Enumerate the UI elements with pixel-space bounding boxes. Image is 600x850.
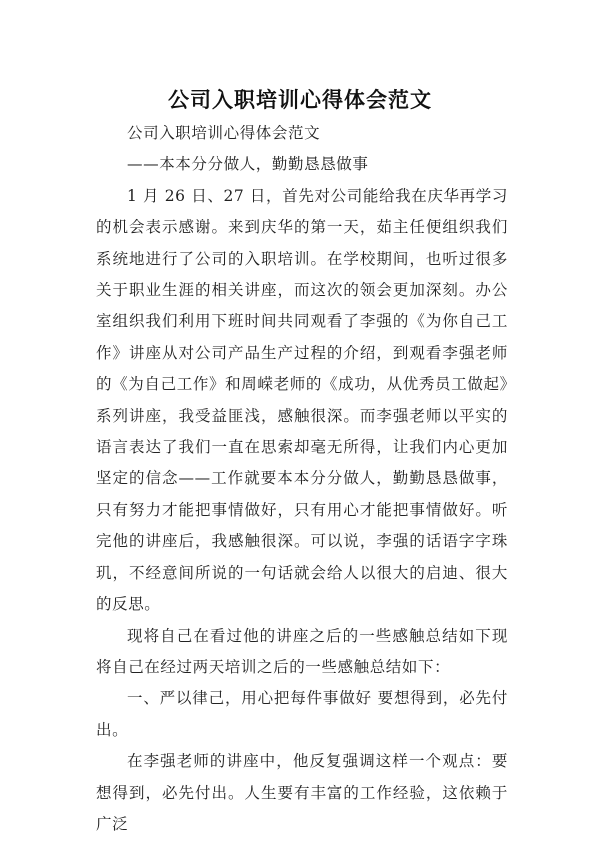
subtitle-paragraph: 公司入职培训心得体会范文 xyxy=(127,124,321,142)
document-body xyxy=(96,118,508,840)
motto-paragraph: ——本本分分做人，勤勤恳恳做事 xyxy=(127,155,369,174)
document-title: 公司入职培训心得体会范文 xyxy=(168,88,432,112)
section-heading-paragraph: 一、严以律己，用心把每件事做好 要想得到，必先付出。 xyxy=(96,689,508,739)
body-paragraph: 在李强老师的讲座中，他反复强调这样一个观点：要想得到，必先付出。人生要有丰富的工作经验，这依赖于广泛 xyxy=(96,752,508,833)
body-paragraph: 1 月 26 日、27 日，首先对公司能给我在庆华再学习的机会表示感谢。来到庆华的第一天，茹主任便组织我们系统地进行了公司的入职培训。在学校期间，也听过很多关于职业生涯的相关讲座，而这次的领会更加深刻。办公室组织我们利用下班时间共同观看了李强的《为你自己工作》讲座从对公司产品生产过程的介绍，到观看李强老师的《为自己工作》和周嵘老师的《成功，从优秀员工做起》系列讲座，我受益匪浅，感触很深。而李强老师以平实的语言表达了我们一直在思索却毫无所得，让我们内心更加坚定的信念——工作就要本本分分做人，勤勤恳恳做事，只有努力才能把事情做好，只有用心才能把事情做好。听完他的讲座后，我感触很深。可以说，李强的话语字字珠玑，不经意间所说的一句话就会给人以很大的启迪、很大的反思。 xyxy=(96,186,508,614)
body-paragraph: 现将自己在看过他的讲座之后的一些感触总结如下现将自己在经过两天培训之后的一些感触总结如下： xyxy=(96,626,508,676)
